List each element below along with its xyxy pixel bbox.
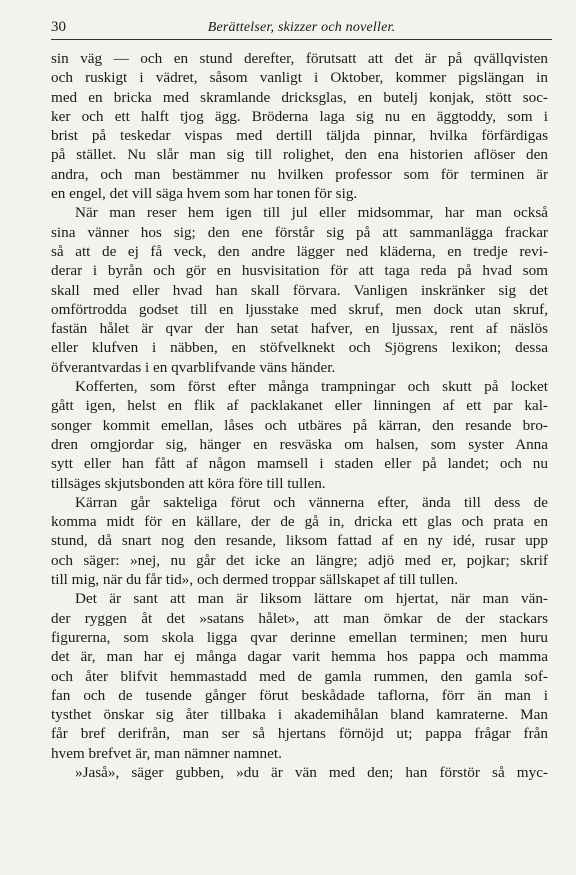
text-line: dren omgjordar sig, hänger en resväska om halsen, som syster Anna xyxy=(51,435,548,453)
text-line: skall med eller hvad han skall förvara. Vanligen inskränker sig det xyxy=(51,281,548,299)
text-line: sina vänner hos sig; den ene förstår sig på att sammanlägga frackar xyxy=(51,223,548,241)
page-header xyxy=(51,19,552,40)
text-line: så att de ej få veck, den andre lägger ned kläderna, en tredje revi- xyxy=(51,242,548,260)
text-line: och säger: »nej, nu går det icke an längre; adjö med er, pojkar; skrif xyxy=(51,551,548,569)
paragraph xyxy=(51,49,548,203)
text-line: brist på teskedar vispas med dertill täljda pinnar, hvilka förfärdigas xyxy=(51,127,548,145)
text-line: »Jaså», säger gubben, »du är vän med den; han förstör så myc- xyxy=(75,763,548,781)
text-line: en engel, det vill säga hvem som har tonen för sig. xyxy=(51,185,358,203)
text-line: hvem brefvet är, man nämner namnet. xyxy=(51,744,282,762)
text-line: får bref derifrån, man ser så hjertans förnöjd ut; pappa frågar från xyxy=(51,725,548,743)
paragraph xyxy=(51,589,548,763)
paragraph xyxy=(51,763,548,782)
text-line: tillsäges skjutsbonden att köra före till tullen. xyxy=(51,474,326,492)
paragraph xyxy=(51,377,548,493)
text-line: komma midt för en källare, der de gå in, dricka ett glas och prata en xyxy=(51,513,548,531)
text-line: Det är sant att man är liksom lättare om hjertat, när man vän- xyxy=(75,590,548,608)
text-line: Kärran går sakteliga förut och vännerna efter, ända till dess de xyxy=(75,493,548,511)
text-line: songer kommit emellan, låses och utbäres på kärran, den resande bro- xyxy=(51,416,548,434)
text-line: figurerna, som skola ligga qvar derinne emellan terminen; men huru xyxy=(51,628,548,646)
text-line: omförtrodda godset till en ljusstake med skruf, men dock utan skruf, xyxy=(51,300,548,318)
text-line: fan och de tusende gånger förut beskådade taflorna, förr än man i xyxy=(51,686,548,704)
text-line: och ruskigt i vädret, såsom vanligt i Oktober, kommer pigslängan in xyxy=(51,69,548,87)
text-line: När man reser hem igen till jul eller midsommar, har man också xyxy=(75,204,548,222)
text-line: der ryggen åt det »satans hålet», att man ömkar de der stackars xyxy=(51,609,548,627)
paragraph xyxy=(51,203,548,377)
text-line: det är, man har ej många dagar varit hemma hos pappa och mamma xyxy=(51,648,548,666)
page-number: 30 xyxy=(51,19,66,35)
text-line: och åter blifvit hemmastadd med de gamla rummen, den gamla sof- xyxy=(51,667,548,685)
text-line: fastän hålet är qvar der han setat hafver, en ljussax, rent af näslös xyxy=(51,320,548,338)
text-line: öfverantvardas i en qvarblifvande väns händer. xyxy=(51,358,336,376)
body-text xyxy=(51,49,548,782)
text-line: Kofferten, som först efter många trampningar och skutt på locket xyxy=(75,378,548,396)
text-line: till mig, när du får tid», och dermed troppar sällskapet af till tullen. xyxy=(51,571,458,589)
paragraph xyxy=(51,493,548,589)
text-line: ker och ett halft tjog ägg. Bröderna laga sig nu en äggtoddy, som i xyxy=(51,107,548,125)
text-line: med en bricka med skramlande dricksglas, en butelj konjak, stött soc- xyxy=(51,88,548,106)
text-line: sin väg — och en stund derefter, förutsatt att det är på qvällqvisten xyxy=(51,50,548,67)
text-line: gått igen, helst en flik af packlakanet eller linningen af ett par kal- xyxy=(51,397,548,415)
running-title: Berättelser, skizzer och noveller. xyxy=(207,20,396,35)
text-line: stund, då snart nog den resande, liksom fattad af en ny idé, rusar upp xyxy=(51,532,548,550)
text-line: andra, och man bestämmer nu hvilken professor som för terminen är xyxy=(51,165,548,183)
text-line: på stället. Nu slår man sig till rolighet, den ena historien aflöser den xyxy=(51,146,548,164)
text-line: tysthet önskar sig åter tillbaka i akademihålan bland kamraterne. Man xyxy=(51,706,548,724)
text-line: derar i byrån och gör en husvisitation för att taga reda på hvad som xyxy=(51,262,548,280)
text-line: sytt eller han fått af någon mamsell i staden eller på landet; och nu xyxy=(51,455,548,473)
text-line: eller klufven i näbben, en stöfvelknekt och Sjögrens lexikon; dessa xyxy=(51,339,548,357)
